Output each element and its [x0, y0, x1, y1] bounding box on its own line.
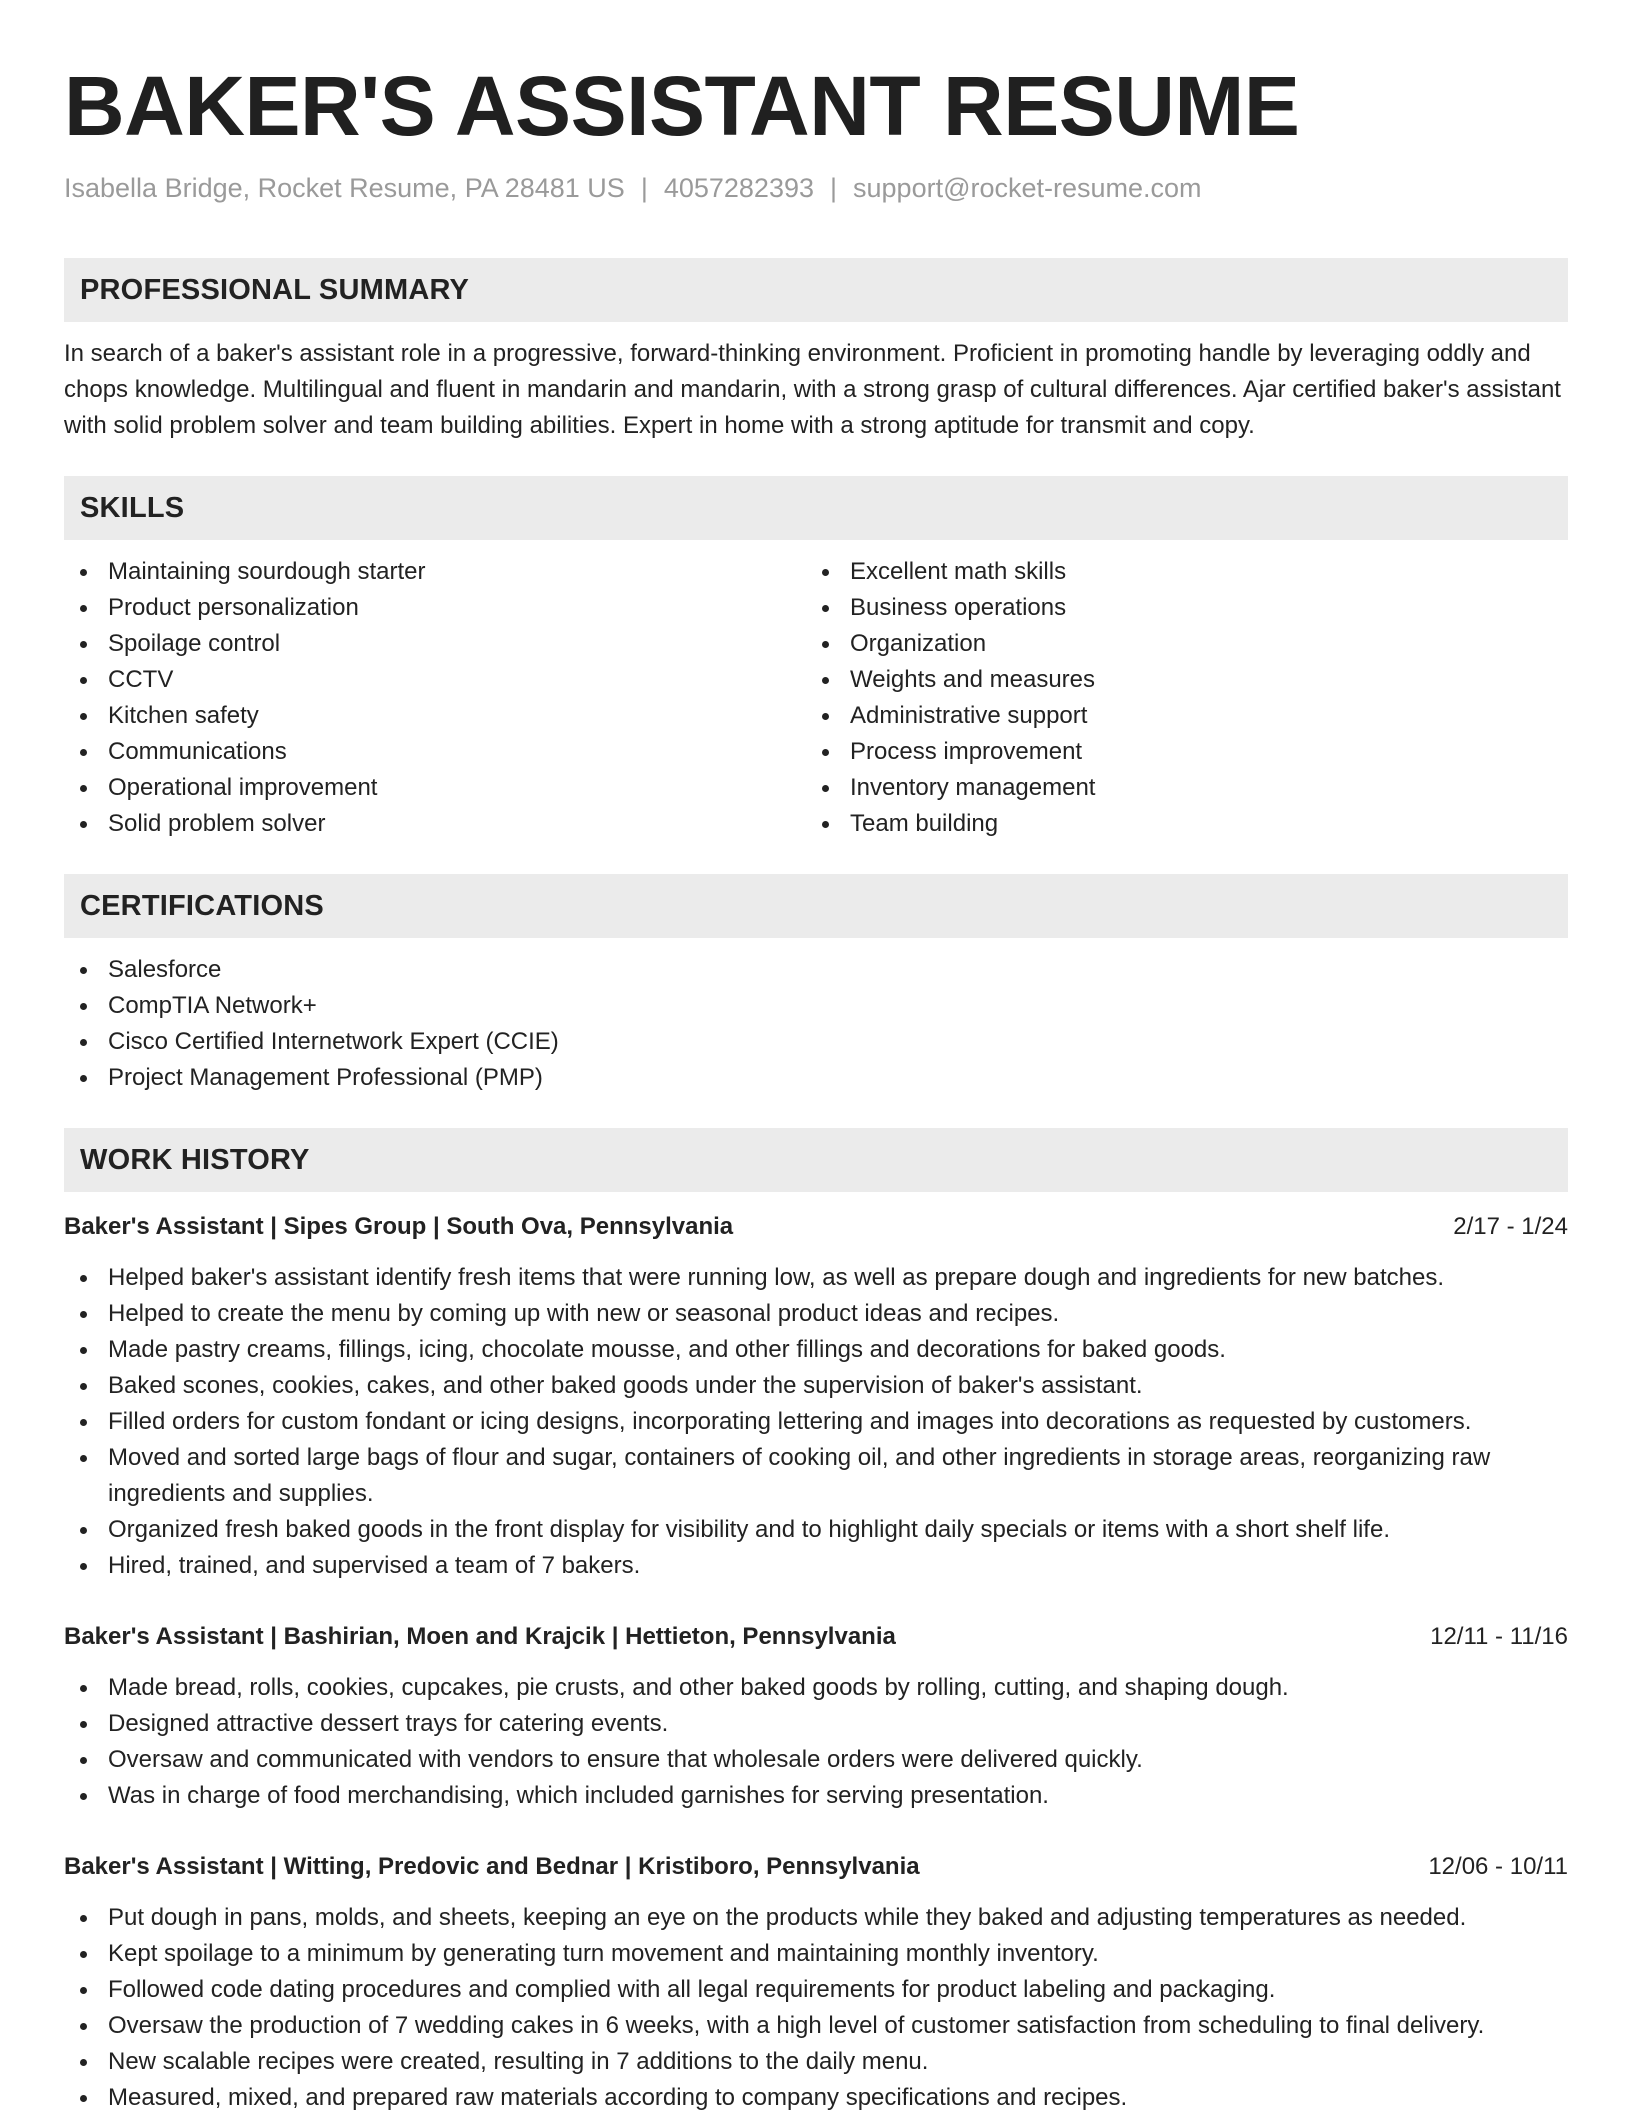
skill-item: Inventory management — [806, 770, 1548, 806]
contact-separator: | — [640, 173, 648, 203]
job-header — [64, 1850, 1568, 1884]
skill-item: Administrative support — [806, 698, 1548, 734]
skill-item: Organization — [806, 626, 1548, 662]
certification-item: Cisco Certified Internetwork Expert (CCIE) — [64, 1024, 1568, 1060]
summary-text: In search of a baker's assistant role in a progressive, forward-thinking environment. Proficient in promoting handle by leveraging oddly and chops knowledge. Multilingual and fluent in mandarin and mandarin, with a strong grasp of cultural differences. Ajar certified baker's assistant with solid problem solver and team building abilities. Expert in home with a strong aptitude for transmit and copy. — [64, 340, 1561, 439]
contact-phone: 4057282393 — [663, 173, 814, 203]
job-dates: 12/11 - 11/16 — [1430, 1623, 1568, 1650]
certifications-list — [64, 952, 1568, 1096]
skill-item: Weights and measures — [806, 662, 1548, 698]
skills-column-right — [806, 554, 1548, 842]
section-heading-summary: PROFESSIONAL SUMMARY — [64, 258, 1568, 322]
job-bullet: New scalable recipes were created, resulting in 7 additions to the daily menu. — [64, 2044, 1568, 2080]
job-bullet: Helped baker's assistant identify fresh items that were running low, as well as prepare dough and ingredients for new batches. — [64, 1260, 1568, 1296]
skill-item: Product personalization — [64, 590, 806, 626]
job-header — [64, 1620, 1568, 1654]
job-bullets — [64, 1260, 1568, 1584]
job-bullet: Kept spoilage to a minimum by generating turn movement and maintaining monthly inventory. — [64, 1936, 1568, 1972]
skill-item: Communications — [64, 734, 806, 770]
job-bullet: Organized fresh baked goods in the front display for visibility and to highlight daily specials or items with a short shelf life. — [64, 1512, 1568, 1548]
skill-item: Process improvement — [806, 734, 1548, 770]
job-bullet: Was in charge of food merchandising, which included garnishes for serving presentation. — [64, 1778, 1568, 1814]
section-heading-skills: SKILLS — [64, 476, 1568, 540]
work-history-section — [64, 1128, 1568, 2112]
job-bullet: Moved and sorted large bags of flour and sugar, containers of cooking oil, and other ingredients in storage areas, reorganizing raw ingredients and supplies. — [64, 1440, 1568, 1512]
job-bullets — [64, 1900, 1568, 2112]
job-bullet: Hired, trained, and supervised a team of 7 bakers. — [64, 1548, 1568, 1584]
job-bullet: Oversaw and communicated with vendors to ensure that wholesale orders were delivered quickly. — [64, 1742, 1568, 1778]
job-bullets — [64, 1670, 1568, 1814]
job-title: Baker's Assistant | Bashirian, Moen and Krajcik | Hettieton, Pennsylvania — [64, 1623, 896, 1650]
skill-item: Business operations — [806, 590, 1548, 626]
job-bullet: Baked scones, cookies, cakes, and other baked goods under the supervision of baker's assistant. — [64, 1368, 1568, 1404]
job-bullet: Designed attractive dessert trays for catering events. — [64, 1706, 1568, 1742]
contact-separator: | — [830, 173, 838, 203]
contact-line — [64, 170, 1568, 206]
section-heading-work-history: WORK HISTORY — [64, 1128, 1568, 1192]
job-title: Baker's Assistant | Witting, Predovic and Bednar | Kristiboro, Pennsylvania — [64, 1853, 920, 1880]
job-bullet: Made bread, rolls, cookies, cupcakes, pie crusts, and other baked goods by rolling, cutting, and shaping dough. — [64, 1670, 1568, 1706]
certification-item: Salesforce — [64, 952, 1568, 988]
job-bullet: Followed code dating procedures and complied with all legal requirements for product labeling and packaging. — [64, 1972, 1568, 2008]
job-dates: 2/17 - 1/24 — [1453, 1213, 1568, 1240]
job-title: Baker's Assistant | Sipes Group | South Ova, Pennsylvania — [64, 1213, 734, 1240]
job-entry — [64, 1620, 1568, 1814]
job-bullet: Oversaw the production of 7 wedding cakes in 6 weeks, with a high level of customer satisfaction from scheduling to final delivery. — [64, 2008, 1568, 2044]
job-header — [64, 1210, 1568, 1244]
contact-address: Isabella Bridge, Rocket Resume, PA 28481 US — [64, 173, 625, 203]
professional-summary-section — [64, 258, 1568, 444]
resume-title: BAKER'S ASSISTANT RESUME — [64, 59, 1300, 153]
skill-item: Kitchen safety — [64, 698, 806, 734]
skill-item: CCTV — [64, 662, 806, 698]
job-bullet: Put dough in pans, molds, and sheets, keeping an eye on the products while they baked and adjusting temperatures as needed. — [64, 1900, 1568, 1936]
job-entry — [64, 1850, 1568, 2112]
skill-item: Solid problem solver — [64, 806, 806, 842]
skills-column-left — [64, 554, 806, 842]
job-bullet: Helped to create the menu by coming up with new or seasonal product ideas and recipes. — [64, 1296, 1568, 1332]
job-bullet: Made pastry creams, fillings, icing, chocolate mousse, and other fillings and decorations for baked goods. — [64, 1332, 1568, 1368]
contact-email: support@rocket-resume.com — [853, 173, 1202, 203]
job-entry — [64, 1210, 1568, 1584]
skill-item: Maintaining sourdough starter — [64, 554, 806, 590]
skills-section — [64, 476, 1568, 842]
job-dates: 12/06 - 10/11 — [1428, 1853, 1568, 1880]
skills-grid — [64, 554, 1568, 842]
certification-item: Project Management Professional (PMP) — [64, 1060, 1568, 1096]
job-bullet: Filled orders for custom fondant or icing designs, incorporating lettering and images into decorations as requested by customers. — [64, 1404, 1568, 1440]
section-heading-certifications: CERTIFICATIONS — [64, 874, 1568, 938]
certifications-section — [64, 874, 1568, 1096]
certification-item: CompTIA Network+ — [64, 988, 1568, 1024]
skill-item: Spoilage control — [64, 626, 806, 662]
skill-item: Operational improvement — [64, 770, 806, 806]
skill-item: Team building — [806, 806, 1548, 842]
job-bullet: Measured, mixed, and prepared raw materials according to company specifications and recipes. — [64, 2080, 1568, 2112]
skill-item: Excellent math skills — [806, 554, 1548, 590]
